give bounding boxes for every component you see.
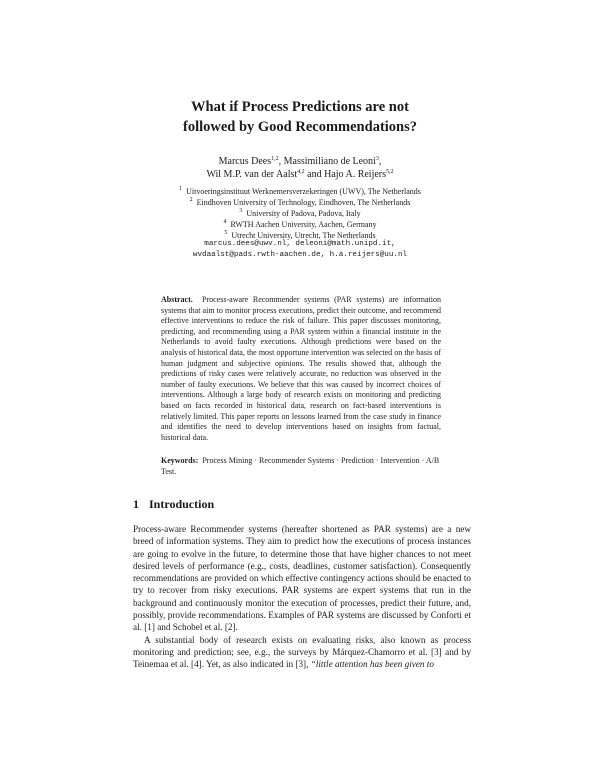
author-affiliation-mark: 3 (375, 156, 379, 162)
affiliation-text: Eindhoven University of Technology, Eindhoven, The Netherlands (196, 198, 411, 207)
body-paragraph-1: Process-aware Recommender systems (hereafter shortened as PAR systems) are a new breed of information systems. They aim to predict how the executions of process instances are going to evolve in the future, to determine those that have higher chances to not meet desired levels of performance (e.g., costs, deadlines, customer satisfaction). Consequently recommendations are provided on which effective contingency actions should be enacted to try to recover from risky executions. PAR systems are expert systems that run in the background and continuously monitor the execution of processes, predict their future, and, possibly, provide recommendations. Examples of PAR systems are discussed by Conforti et al. [1] and Schobel et al. [2]. (133, 524, 471, 633)
keywords-label: Keywords: (161, 456, 199, 465)
author-affiliation-mark: 5,2 (386, 168, 394, 175)
affiliation (60, 186, 540, 197)
author-name: , Massimiliano de Leoni (278, 156, 376, 167)
author-affiliation-mark: 1,2 (271, 156, 279, 162)
affiliation-number: 1 (179, 186, 183, 192)
affiliation-list (60, 186, 540, 241)
section-title: Introduction (149, 497, 215, 511)
quoted-text: “little attention has been given to (310, 659, 434, 670)
author-line-1 (60, 156, 540, 169)
keywords (161, 456, 441, 477)
author-name: Wil M.P. van der Aalst (206, 168, 298, 180)
title-line-1: What if Process Predictions are not (191, 99, 409, 115)
author-name: Marcus Dees (218, 156, 272, 167)
title-line-2: followed by Good Recommendations? (182, 119, 418, 135)
keywords-text: Process Mining · Recommender Systems · Prediction · Intervention · A/B Test. (161, 456, 440, 476)
affiliation-text: University of Padova, Padova, Italy (246, 209, 361, 218)
affiliation (60, 208, 540, 219)
body-paragraph-2 (133, 634, 471, 671)
abstract-text: Process-aware Recommender systems (PAR systems) are information systems that aim to monitor process executions, predict their outcome, and recommend effective interventions to reduce the risk of failure. This paper discusses monitoring, predicting, and recommending using a PAR system within a financial institute in the Netherlands to avoid faulty executions. Although predictions were based on the analysis of historical data, the most opportune intervention was selected on the basis of human judgment and subjective opinions. The results showed that, although the predictions of risky cases were relatively accurate, no reduction was observed in the number of faulty executions. We believe that this was caused by incorrect choices of interventions. Although a large body of research exists on monitoring and predicting based on facts recorded in historical data, research on fact-based interventions is relatively limited. This paper reports on lessons learned from the case study in finance and identifies the need to develop interventions based on insights from factual, historical data. (161, 295, 441, 442)
author-line-2 (60, 169, 540, 182)
body-text (133, 523, 471, 671)
affiliation-text: Utrecht University, Utrecht, The Netherlands (231, 231, 376, 240)
affiliation-number: 5 (224, 230, 228, 236)
author-emails (60, 239, 540, 261)
email-line-2: wvdaalst@pads.rwth-aachen.de, h.a.reijers@uu.nl (192, 251, 408, 259)
author-affiliation-mark: 4,2 (297, 168, 305, 175)
abstract-label: Abstract. (161, 295, 193, 304)
author-list (60, 156, 540, 181)
affiliation-number: 4 (223, 219, 227, 225)
author-name: and Hajo A. Reijers (304, 168, 387, 180)
affiliation (60, 197, 540, 208)
affiliation-text: Uitvoeringsinstituut Werknemersverzekeringen (UWV), The Netherlands (186, 187, 421, 196)
section-heading (133, 497, 214, 512)
affiliation-text: RWTH Aachen University, Aachen, Germany (230, 220, 377, 229)
author-separator: , (378, 156, 382, 167)
section-number: 1 (133, 497, 139, 511)
affiliation (60, 219, 540, 230)
email-line-1: marcus.dees@uwv.nl, deleoni@math.unipd.it, (204, 240, 396, 248)
abstract (161, 295, 441, 443)
affiliation-number: 3 (239, 208, 243, 214)
paper-title (60, 97, 540, 137)
paragraph-text: A substantial body of research exists on evaluating risks, also known as process monitoring and prediction; see, e.g., the surveys by Márquez-Chamorro et al. [3] and by Teinemaa et al. [4]. Yet, as also indicated in [3], (133, 634, 471, 670)
affiliation-number: 2 (189, 197, 193, 203)
